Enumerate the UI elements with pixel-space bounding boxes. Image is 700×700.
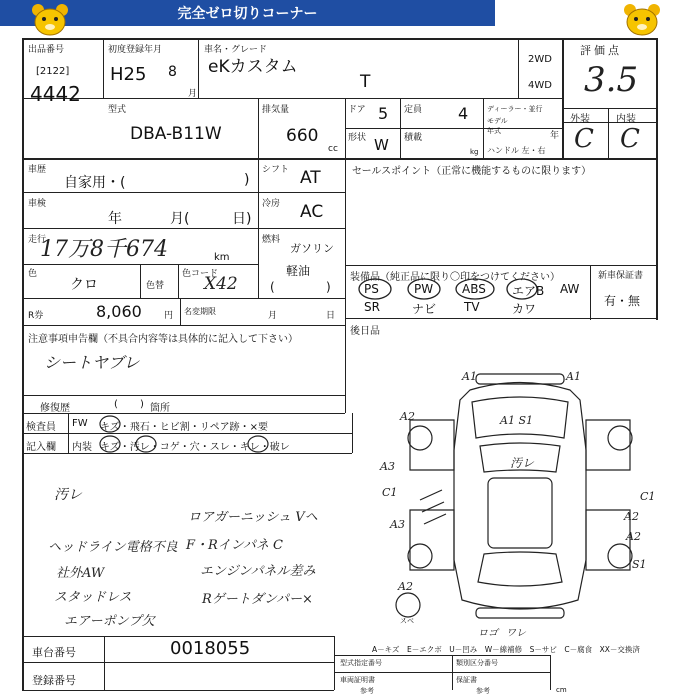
notes-label: 注意事項申告欄（不具合内容等は具体的に記入して下さい）: [28, 334, 298, 345]
color-value: クロ: [70, 277, 98, 293]
doors-label: ドア: [348, 105, 366, 115]
mark-right-rear: S1: [632, 558, 647, 571]
aircon-value: AC: [300, 202, 324, 222]
name-change-month: 月: [268, 311, 278, 321]
shift-value: AT: [300, 168, 321, 188]
equip-tv: TV: [464, 300, 480, 314]
recycle-unit: 円: [164, 311, 174, 321]
damage-legend: A－キズ E－エクボ U－凹み W－線補修 S－サビ C－腐食 XX－交換済: [372, 645, 640, 654]
shift-label: シフト: [262, 165, 290, 175]
mark-right-door-2: A2: [624, 510, 639, 523]
footer-type-label: 型式指定番号: [340, 659, 382, 667]
footer-ref-2: 参考: [476, 687, 490, 695]
inspection-month: 月(: [170, 211, 190, 227]
mileage-unit: km: [214, 252, 230, 263]
bear-logo-right-icon: [620, 2, 664, 38]
inspector-label: 検査員: [26, 422, 56, 433]
model-value: DBA-B11W: [130, 124, 222, 144]
comment-6: エンジンパネル差み: [200, 564, 316, 579]
footer-cert-label: 車両証明書: [340, 676, 375, 684]
mileage-value: 17万8千674: [40, 237, 168, 262]
fuel-label: 燃料: [262, 235, 281, 245]
comment-8: Rゲートダンパー×: [202, 592, 313, 607]
fuel-diesel: 軽油: [286, 264, 311, 278]
dealer-label: ディーラー・並行: [487, 105, 543, 113]
comment-5: 社外AW: [56, 566, 105, 581]
equip-sr: SR: [364, 300, 380, 314]
comment-4: F・Rインパネ C: [186, 538, 283, 553]
interior-tag: 内装: [72, 442, 92, 453]
car-name: eKカスタム: [208, 57, 298, 77]
mileage-label: 走行: [28, 235, 47, 245]
drive-4wd: 4WD: [528, 80, 552, 91]
color-label: 色: [28, 269, 38, 279]
bear-logo-left-icon: [28, 2, 72, 38]
mark-left-fender: A2: [400, 410, 415, 423]
footer-class-label: 類別区分番号: [456, 659, 498, 667]
warranty-value: 有・無: [604, 294, 641, 308]
registration-label: 初度登録年月: [108, 45, 163, 55]
recycle-label: R券: [28, 311, 44, 321]
capacity-label: 定員: [404, 105, 423, 115]
header-title: 完全ゼロ切りコーナー: [0, 0, 495, 26]
mark-left-door-1: A3: [380, 460, 395, 473]
grade-value: 3.5: [584, 60, 639, 100]
displacement-value: 660: [286, 126, 319, 146]
comment-7: スタッドレス: [54, 590, 132, 605]
repair-close: ): [140, 399, 144, 410]
mark-front-right: A1: [566, 370, 581, 383]
equip-pw: PW: [414, 282, 434, 296]
car-name-label: 車名・グレード: [204, 45, 268, 55]
equip-aw: AW: [560, 282, 580, 296]
fuel-paren-left: (: [270, 280, 275, 294]
capacity-value: 4: [458, 104, 469, 123]
doors-value: 5: [378, 104, 389, 123]
equip-leather: カワ: [512, 302, 537, 316]
shape-value: W: [374, 136, 389, 154]
name-change-day: 日: [326, 311, 336, 321]
equipment-label: 装備品（純正品に限り〇印をつけてください）: [350, 272, 560, 283]
warranty-label: 新車保証書: [598, 271, 644, 281]
repair-paren: (: [114, 399, 118, 410]
mark-front-left: A1: [462, 370, 477, 383]
model-label: 型式: [108, 105, 127, 115]
color-code: X42: [204, 274, 238, 294]
repair-unit: 箇所: [150, 403, 170, 414]
history-close: ): [244, 172, 250, 188]
exterior-grade: C: [574, 124, 594, 154]
mark-logo: ロゴ: [478, 628, 498, 639]
interior-grade: C: [620, 124, 640, 154]
equip-navi: ナビ: [412, 302, 437, 316]
inspector-circles: [96, 412, 356, 454]
lot-number: 4442: [30, 82, 81, 106]
registration-year: H25: [110, 64, 147, 85]
color-change-tag: 色替: [146, 281, 165, 291]
interior-options: キズ・汚レ・コゲ・穴・スレ・キレ・破レ: [100, 442, 290, 453]
footer-unit: cm: [556, 686, 567, 694]
chassis-label: 車台番号: [32, 646, 76, 659]
displacement-label: 排気量: [262, 105, 290, 115]
comment-1: 汚レ: [54, 487, 82, 503]
equip-airbag: エアB: [512, 284, 545, 298]
drive-2wd: 2WD: [528, 54, 552, 65]
name-change-label: 名変期限: [184, 307, 216, 316]
mark-crack: ワレ: [506, 628, 526, 639]
inspection-year: 年: [108, 211, 122, 227]
comment-3: ヘッドライン電格不良: [48, 540, 178, 555]
interior-label: 内装: [616, 114, 636, 125]
mark-hood: A1 S1: [500, 414, 533, 427]
inspection-label: 車検: [28, 199, 47, 209]
load-unit: kg: [470, 148, 479, 156]
registration-month-unit: 月: [188, 89, 198, 99]
recycle-value: 8,060: [96, 302, 142, 321]
year-unit: 年: [550, 131, 560, 141]
lot-sub: [2122]: [36, 66, 70, 77]
car-diagram: [380, 360, 660, 630]
car-grade: T: [360, 72, 371, 92]
repair-label: 修復歴: [40, 403, 70, 414]
fw-options: キズ・飛石・ヒビ割・リペア跡・×要: [100, 422, 268, 433]
footer-ref-1: 参考: [360, 687, 374, 695]
comment-2: ロアガーニッシュ Vヘ: [188, 510, 318, 525]
notes-text: シートヤブレ: [44, 353, 140, 372]
fuel-paren-right: ): [326, 280, 331, 294]
history-value: 自家用・(: [64, 175, 126, 191]
fw-tag: FW: [72, 418, 88, 429]
mark-left-door-2: C1: [382, 486, 398, 499]
plate-label: 登録番号: [32, 674, 76, 687]
mark-left-door-3: A3: [390, 518, 405, 531]
chassis-number: 0018055: [170, 638, 251, 659]
color-code-label: 色コード: [182, 269, 219, 279]
model-year-label: モデル: [487, 117, 508, 125]
inspection-day: 日): [232, 211, 252, 227]
shape-label: 形状: [348, 133, 367, 143]
year-label: 年式: [487, 127, 501, 135]
mark-spare: スベ: [400, 617, 414, 625]
lot-label: 出品番号: [28, 45, 65, 55]
exterior-label: 外装: [570, 114, 590, 125]
registration-month: 8: [168, 64, 177, 80]
comment-9: エアーポンプ欠: [64, 614, 155, 629]
equipment-circles: [355, 274, 555, 300]
mark-left-rear: A2: [398, 580, 413, 593]
equip-ps: PS: [364, 282, 379, 296]
displacement-unit: cc: [328, 144, 338, 154]
load-label: 積載: [404, 133, 423, 143]
inspector-entry-label: 記入欄: [26, 442, 56, 453]
history-label: 車歴: [28, 165, 47, 175]
equip-abs: ABS: [462, 282, 486, 296]
sales-points-label: セールスポイント（正常に機能するものに限ります）: [352, 166, 592, 177]
fuel-gas: ガソリン: [290, 242, 334, 255]
after-market-label: 後日品: [350, 326, 380, 337]
aircon-label: 冷房: [262, 199, 281, 209]
mark-right-door-1: C1: [640, 490, 656, 503]
footer-warranty-label: 保証書: [456, 676, 477, 684]
handle-label: ハンドル 左・右: [487, 146, 546, 155]
mark-roof: 汚レ: [510, 456, 535, 470]
mark-right-door-3: A2: [626, 530, 641, 543]
grade-label: 評価点: [580, 44, 622, 57]
